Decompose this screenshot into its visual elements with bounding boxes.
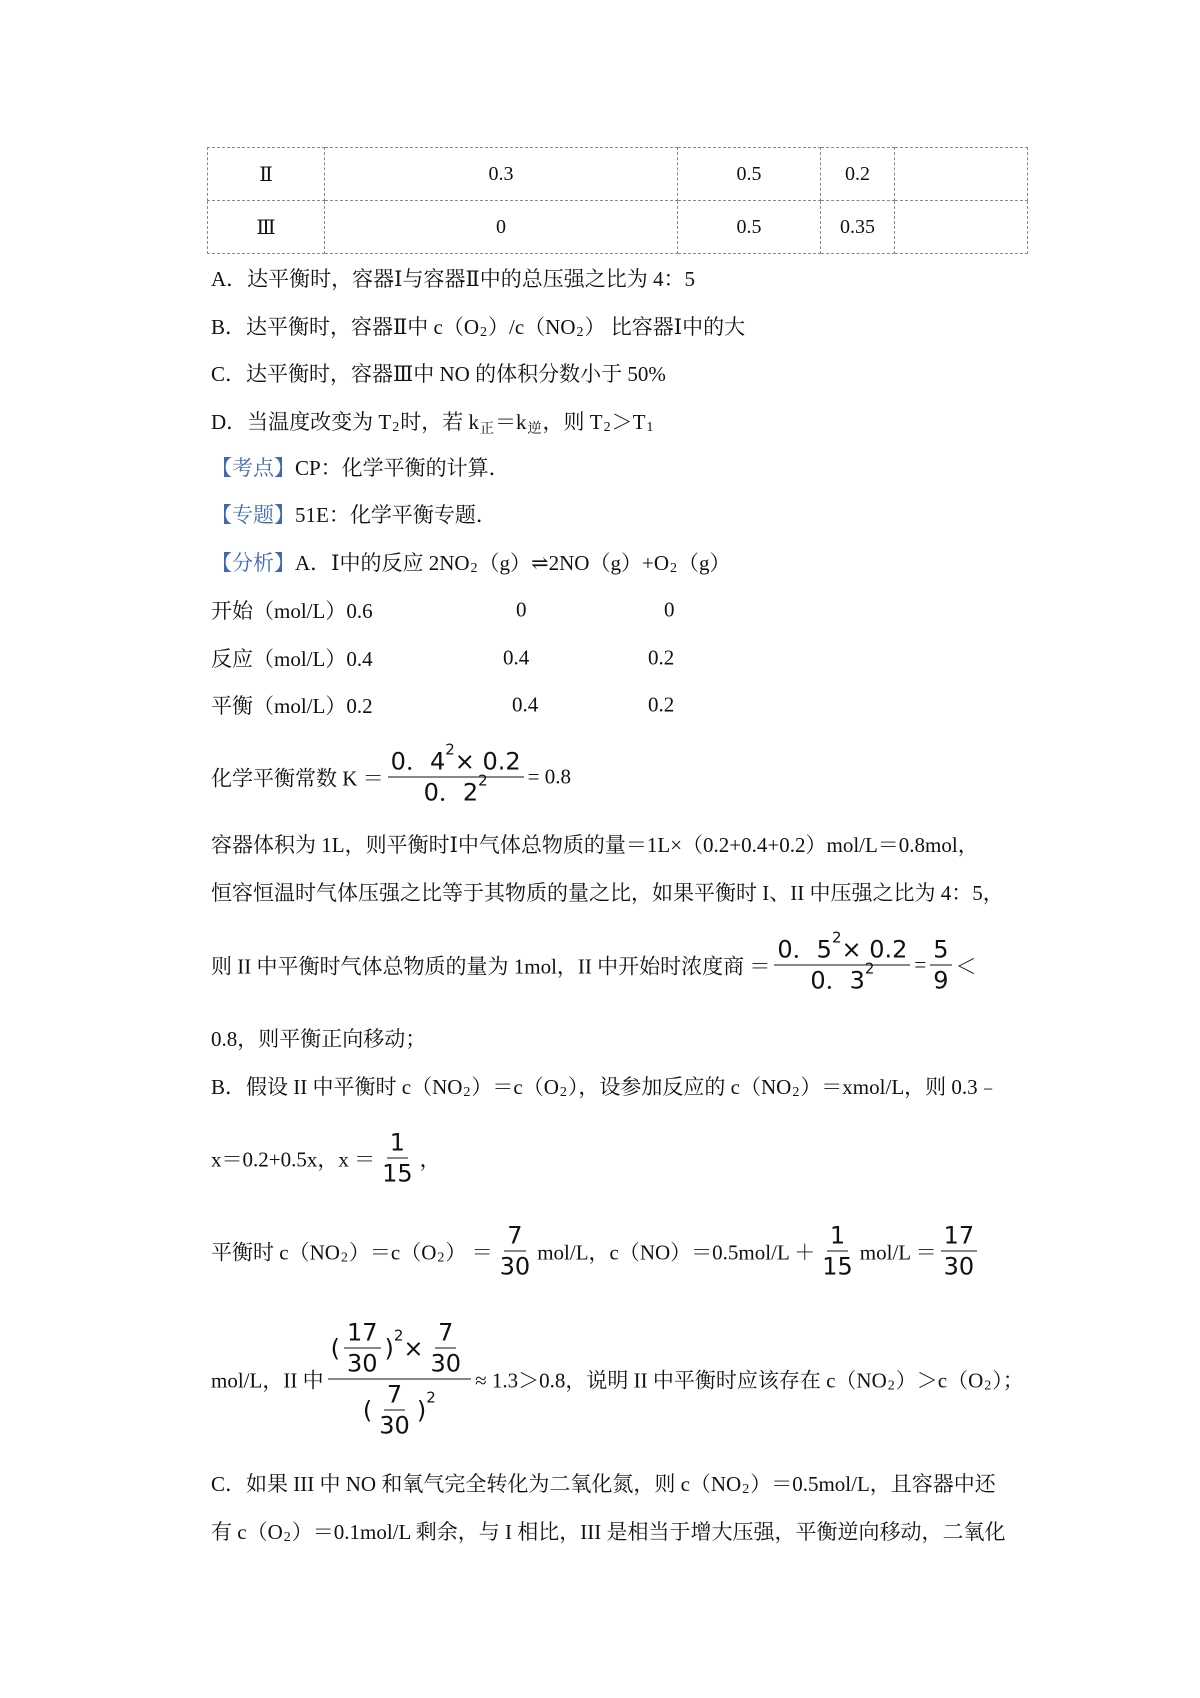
text-run: 容器体积为 1L，则平衡时Ⅰ中气体总物质的量＝1L×（0.2+0.4+0.2）mol/L＝0.8mol， [211, 833, 979, 857]
fraction-numerator [930, 935, 951, 966]
text-run: ＝k [495, 410, 527, 434]
text-run: mol/L，II 中 [211, 1368, 324, 1392]
text-run: × [403, 1334, 424, 1362]
table-cell [895, 148, 1028, 201]
data-table [207, 147, 1028, 254]
text-run: 7 [438, 1318, 454, 1347]
table-cell: 0.5 [678, 148, 821, 201]
text-run: 30 [346, 1349, 378, 1378]
text-run: 0．3 [810, 966, 865, 995]
text-run: 51E：化学平衡专题． [295, 503, 497, 527]
text-run: 有 c（O [211, 1520, 283, 1544]
text-run: ＜ [955, 954, 977, 978]
fraction [428, 1318, 465, 1379]
fraction-numerator [941, 1221, 978, 1252]
text-run: A．Ⅰ中的反应 2NO [295, 551, 470, 575]
text-run: B．假设 II 中平衡时 c（NO [211, 1075, 463, 1099]
fraction-numerator [388, 740, 524, 778]
text-run: D．当温度改变为 T [211, 410, 392, 434]
text-run: ) [384, 1334, 394, 1362]
text-run: ）＞c（O [895, 1368, 984, 1392]
text-run: 17 [943, 1221, 975, 1250]
subscript: 2 [463, 1085, 471, 1100]
text-line [211, 452, 510, 482]
subscript: 2 [792, 1085, 800, 1100]
table-value: 0 [664, 597, 675, 622]
text-run: 平衡时 c（NO [211, 1240, 340, 1264]
text-run: ＞T [611, 410, 646, 434]
text-run: × 0.2 [454, 747, 521, 776]
superscript: 2 [831, 928, 842, 947]
fraction [376, 1380, 413, 1441]
fraction-denominator [360, 1380, 439, 1441]
fraction [774, 928, 910, 996]
text-run: 0.8，则平衡正向移动； [211, 1027, 427, 1051]
fraction-numerator [387, 1128, 408, 1159]
subscript: 2 [887, 1378, 895, 1393]
text-run: 30 [499, 1252, 531, 1281]
text-run: ）＝xmol/L，则 0.3﹣ [800, 1075, 999, 1099]
subscript: 2 [480, 325, 488, 340]
text-run: （g） [677, 551, 731, 575]
fraction-denominator [941, 1252, 978, 1282]
text-line [211, 1221, 981, 1282]
text-run: ，则 T [542, 410, 603, 434]
fraction-denominator [376, 1411, 413, 1441]
text-run: 1 [389, 1128, 405, 1157]
text-run: （g）⇌2NO（g）+O [478, 551, 669, 575]
text-run: mol/L ＝ [859, 1240, 937, 1264]
text-line [211, 547, 730, 577]
text-run: 平衡（mol/L）0.2 [211, 694, 373, 718]
table-value: 0.4 [503, 645, 530, 670]
fraction-numerator [328, 1318, 472, 1380]
text-run: = [914, 952, 927, 977]
fraction [497, 1221, 534, 1282]
fraction-numerator [344, 1318, 381, 1349]
text-run: 9 [933, 966, 949, 995]
subscript: 逆 [527, 422, 542, 437]
text-run: 5 [933, 935, 949, 964]
text-line [211, 311, 745, 341]
text-line [211, 1023, 426, 1053]
text-run: 15 [382, 1159, 413, 1188]
text-line [211, 877, 1004, 907]
table-row [208, 148, 1028, 201]
subscript: 2 [984, 1378, 992, 1393]
fraction-denominator [819, 1252, 856, 1282]
fraction-denominator [421, 771, 491, 808]
text-line [211, 1468, 996, 1498]
table-cell: Ⅲ [208, 201, 325, 254]
text-run: x＝0.2+0.5x，x ＝ [211, 1147, 376, 1171]
text-line [211, 690, 373, 720]
subscript: 2 [437, 1250, 445, 1265]
table-cell: Ⅱ [208, 148, 325, 201]
text-line [211, 595, 373, 625]
section-tag: 【专题】 [211, 503, 295, 527]
text-run: 7 [507, 1221, 523, 1250]
fraction-numerator [774, 928, 910, 966]
text-line [211, 1071, 999, 1101]
text-run: 0．5 [777, 935, 832, 964]
fraction-numerator [827, 1221, 848, 1252]
text-run: 0．2 [423, 778, 479, 807]
text-run: 30 [943, 1252, 975, 1281]
fraction [344, 1318, 381, 1379]
text-run: C．达平衡时，容器Ⅲ中 NO 的体积分数小于 50% [211, 362, 666, 386]
fraction-denominator [379, 1159, 416, 1189]
table-cell: 0 [325, 201, 678, 254]
text-line [211, 829, 979, 859]
subscript: 1 [646, 420, 654, 435]
text-run: ）＝0.5mol/L，且容器中还 [750, 1472, 996, 1496]
table-row [208, 201, 1028, 254]
table-cell: 0.35 [821, 201, 895, 254]
text-run: C．如果 III 中 NO 和氧气完全转化为二氧化氮，则 c（NO [211, 1472, 742, 1496]
fraction-numerator [384, 1380, 405, 1411]
text-run: ）/c（NO [488, 315, 576, 339]
text-run: ) [416, 1396, 427, 1424]
text-run: 则 II 中平衡时气体总物质的量为 1mol，II 中开始时浓度商 ＝ [211, 954, 771, 978]
table-cell: 0.5 [678, 201, 821, 254]
text-run: 7 [386, 1380, 403, 1409]
fraction-denominator [807, 959, 877, 996]
text-line [211, 406, 654, 436]
superscript: 2 [478, 771, 488, 790]
fraction [819, 1221, 856, 1282]
text-line [211, 740, 572, 808]
text-run: A．达平衡时，容器Ⅰ与容器Ⅱ中的总压强之比为 4：5 [211, 267, 695, 291]
text-run: ）； [992, 1368, 1024, 1392]
subscript: 2 [576, 325, 584, 340]
text-run: 反应（mol/L）0.4 [211, 647, 373, 671]
text-run: 0．4 [390, 747, 446, 776]
text-line [211, 263, 695, 293]
subscript: 正 [480, 422, 494, 437]
subscript: 2 [559, 1085, 567, 1100]
text-line [211, 499, 497, 529]
section-tag: 【分析】 [211, 551, 295, 575]
fraction [328, 1318, 472, 1441]
text-line [211, 928, 977, 996]
subscript: 2 [742, 1482, 750, 1497]
text-run: ）＝0.1mol/L 剩余，与 I 相比，III 是相当于增大压强，平衡逆向移动，二氧化 [291, 1520, 1006, 1544]
table-value: 0.2 [648, 645, 675, 670]
table-value: 0 [516, 597, 527, 622]
text-run: × 0.2 [841, 935, 908, 964]
fraction-denominator [344, 1349, 381, 1379]
text-run: 化学平衡常数 K ＝ [211, 766, 384, 790]
text-run: 1 [829, 1221, 846, 1250]
text-run: mol/L，c（NO）＝0.5mol/L ＋ [537, 1240, 816, 1264]
table-cell: 0.2 [821, 148, 895, 201]
subscript: 2 [669, 561, 677, 576]
fraction [379, 1128, 416, 1189]
section-tag: 【考点】 [211, 456, 295, 480]
table-value: 0.2 [648, 692, 675, 717]
fraction [941, 1221, 978, 1282]
fraction-denominator [497, 1252, 534, 1282]
text-run: ）＝c（O [348, 1240, 437, 1264]
text-line [211, 643, 373, 673]
superscript: 2 [426, 1388, 436, 1407]
subscript: 2 [470, 561, 478, 576]
subscript: 2 [283, 1530, 291, 1545]
text-run: ， [419, 1147, 441, 1171]
fraction-denominator [930, 966, 951, 996]
text-line [211, 1128, 441, 1189]
superscript: 2 [864, 959, 875, 978]
text-run: ≈ 1.3＞0.8，说明 II 中平衡时应该存在 c（NO [475, 1368, 887, 1392]
text-run: ），设参加反应的 c（NO [567, 1075, 792, 1099]
text-run: = 0.8 [527, 764, 572, 789]
text-run: 17 [346, 1318, 378, 1347]
text-run: ( [362, 1396, 373, 1424]
text-run: 30 [430, 1349, 462, 1378]
subscript: 2 [340, 1250, 348, 1265]
superscript: 2 [393, 1326, 404, 1345]
text-line [211, 358, 666, 388]
fraction-denominator [428, 1349, 465, 1379]
text-line [211, 1516, 1006, 1546]
subscript: 2 [603, 420, 611, 435]
text-run: 开始（mol/L）0.6 [211, 599, 373, 623]
table-cell [895, 201, 1028, 254]
fraction [930, 935, 951, 996]
superscript: 2 [445, 740, 455, 759]
text-run: 恒容恒温时气体压强之比等于其物质的量之比，如果平衡时 I、II 中压强之比为 4：5， [211, 881, 1004, 905]
fraction-numerator [504, 1221, 525, 1252]
table-value: 0.4 [512, 692, 539, 717]
text-run: 时，若 k [400, 410, 479, 434]
text-run: ） 比容器Ⅰ中的大 [584, 315, 746, 339]
fraction [388, 740, 524, 808]
text-run: ( [330, 1334, 340, 1362]
table-cell: 0.3 [325, 148, 678, 201]
text-line [211, 1318, 1024, 1441]
text-run: 30 [379, 1411, 410, 1440]
fraction-numerator [435, 1318, 456, 1349]
text-run: CP：化学平衡的计算． [295, 456, 510, 480]
text-run: B．达平衡时，容器Ⅱ中 c（O [211, 315, 480, 339]
subscript: 2 [392, 420, 400, 435]
text-run: ） ＝ [445, 1240, 493, 1264]
text-run: 15 [822, 1252, 853, 1281]
text-run: ）＝c（O [471, 1075, 559, 1099]
